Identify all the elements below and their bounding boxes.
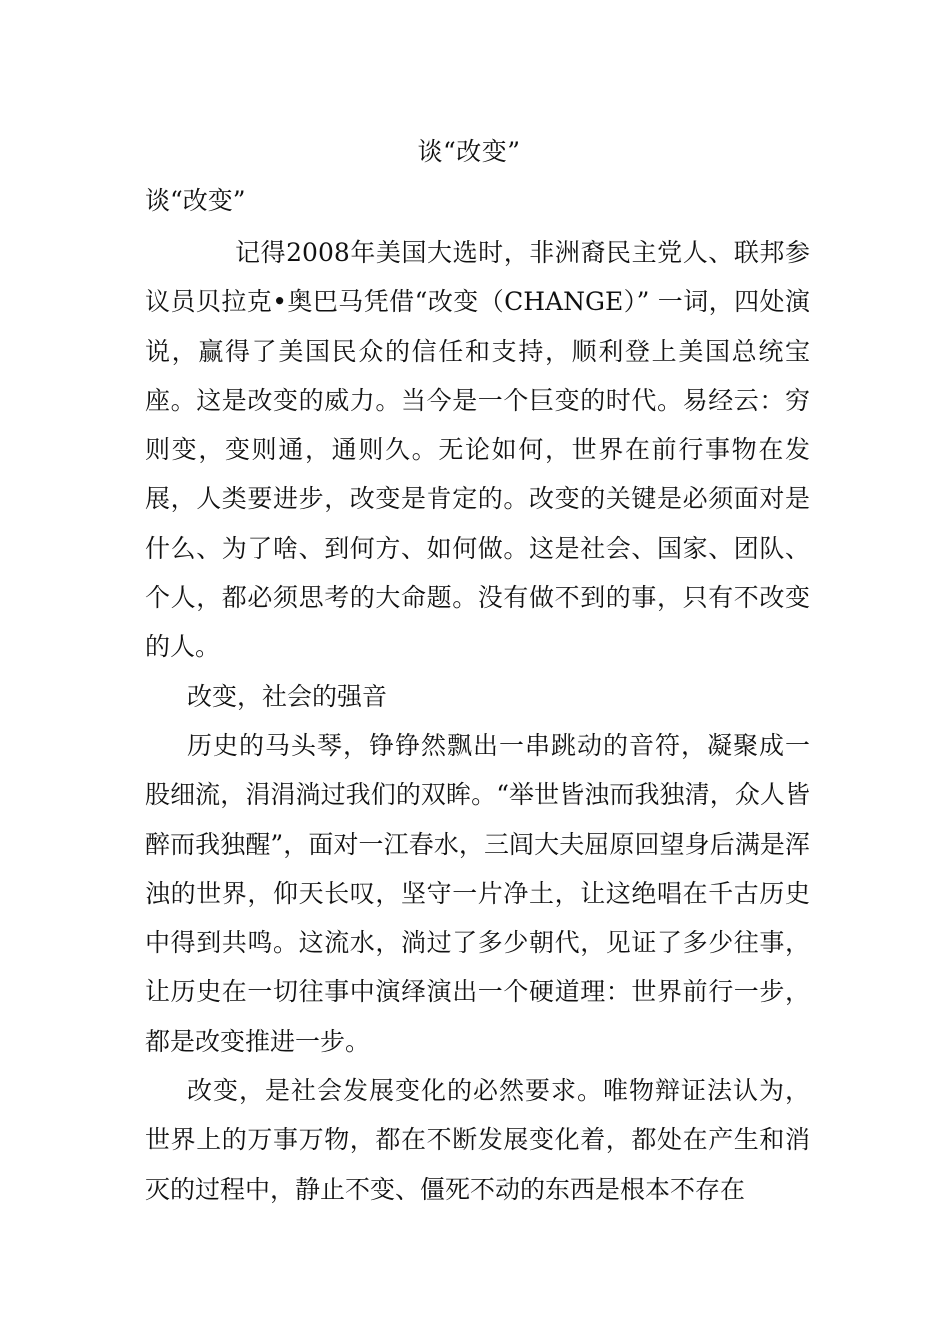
document-subtitle: 谈“改变” xyxy=(145,186,246,215)
paragraph-dialectics: 改变，是社会发展变化的必然要求。唯物辩证法认为，世界上的万事万物，都在不断发展变化着，都处在产生和消灭的过程中，静止不变、僵死不动的东西是根本不存在 xyxy=(145,1076,810,1204)
section-heading: 改变，社会的强音 xyxy=(187,681,388,711)
document-body xyxy=(145,228,810,1214)
paragraph-history: 历史的马头琴，铮铮然飘出一串跳动的音符，凝聚成一股细流，涓涓淌过我们的双眸。“举世皆浊而我独清，众人皆醉而我独醒”，面对一江春水，三闾大夫屈原回望身后满是浑浊的世界，仰天长叹，坚守一片净土，让这绝唱在千古历史中得到共鸣。这流水，淌过了多少朝代，见证了多少往事，让历史在一切往事中演绎演出一个硬道理：世界前行一步，都是改变推进一步。 xyxy=(145,730,810,1056)
document-title: 谈“改变” xyxy=(417,137,521,166)
paragraph-intro: 记得2008年美国大选时，非洲裔民主党人、联邦参议员贝拉克•奥巴马凭借“改变（CHANGE）” 一词，四处演说，赢得了美国民众的信任和支持，顺利登上美国总统宝座。这是改变的威力。当今是一个巨变的时代。易经云：穷则变，变则通，通则久。无论如何，世界在前行事物在发展，人类要进步，改变是肯定的。改变的关键是必须面对是什么、为了啥、到何方、如何做。这是社会、国家、团队、个人，都必须思考的大命题。没有做不到的事，只有不改变的人。 xyxy=(145,238,810,662)
